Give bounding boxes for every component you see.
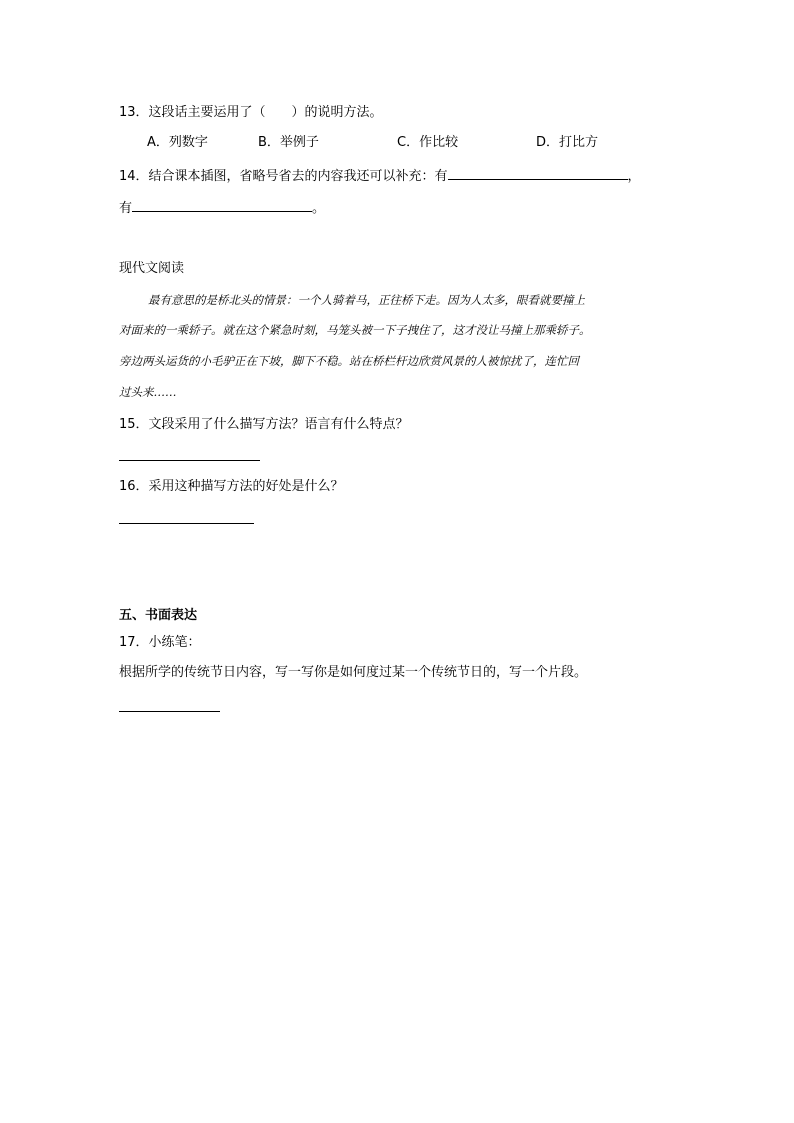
q14-comma: ， <box>627 169 641 184</box>
passage-line-3: 旁边两头运货的小毛驴正在下坡，脚下不稳。站在桥栏杆边欣赏风景的人被惊扰了，连忙回 <box>119 354 579 368</box>
question-17-label: 17．小练笔： <box>119 635 201 650</box>
passage-line-4: 过头来…… <box>119 385 177 399</box>
q14-line2-prefix: 有 <box>119 201 133 216</box>
q13-option-b: B．举例子 <box>258 135 319 150</box>
question-13: 13．这段话主要运用了（ ）的说明方法。 <box>119 105 383 120</box>
q13-option-a: A．列数字 <box>147 135 208 150</box>
question-16: 16．采用这种描写方法的好处是什么？ <box>119 479 344 494</box>
section-5-heading: 五、书面表达 <box>119 608 198 623</box>
question-14 <box>119 165 641 186</box>
question-15: 15．文段采用了什么描写方法？语言有什么特点？ <box>119 417 409 432</box>
q14-prefix: 14．结合课本插图，省略号省去的内容我还可以补充：有 <box>119 169 448 184</box>
q15-answer-line[interactable] <box>119 460 260 461</box>
question-17-prompt: 根据所学的传统节日内容，写一写你是如何度过某一个传统节日的，写一个片段。 <box>119 665 588 680</box>
q14-answer-blank-1[interactable] <box>448 165 628 180</box>
q16-answer-line[interactable] <box>119 523 254 524</box>
q17-answer-line[interactable] <box>119 711 220 712</box>
q13-option-d: D．打比方 <box>536 135 599 150</box>
question-14-line-2 <box>119 197 325 218</box>
q14-line2-end: 。 <box>312 201 326 216</box>
q14-answer-blank-2[interactable] <box>132 197 312 212</box>
passage-line-1: 最有意思的是桥北头的情景：一个人骑着马，正往桥下走。因为人太多，眼看就要撞上 <box>148 293 585 307</box>
q13-option-c: C．作比较 <box>397 135 459 150</box>
reading-heading: 现代文阅读 <box>119 261 185 276</box>
passage-line-2: 对面来的一乘轿子。就在这个紧急时刻，马笼头被一下子拽住了，这才没让马撞上那乘轿子。 <box>119 323 591 337</box>
